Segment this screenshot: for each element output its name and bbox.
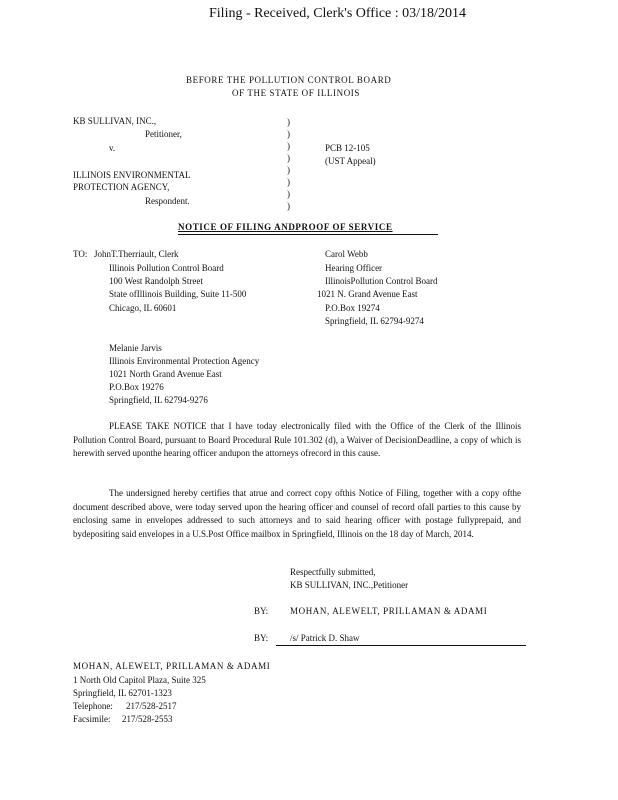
clerk-address-line: Illinois Pollution Control Board — [109, 263, 224, 273]
agency-address-line: Illinois Environmental Protection Agency — [109, 356, 260, 366]
case-number: PCB 12-105 — [325, 143, 370, 153]
petitioner-role: Petitioner, — [145, 129, 182, 139]
respondent-line2: PROTECTION AGENCY, — [73, 182, 170, 192]
agency-contact-name: Melanie Jarvis — [109, 343, 162, 353]
signing-party: KB SULLIVAN, INC.,Petitioner — [290, 580, 409, 590]
board-title-line1: BEFORE THE POLLUTION CONTROL BOARD — [186, 75, 392, 85]
caption-bracket: ) — [287, 117, 290, 127]
signature-line-text: /s/ Patrick D. Shaw — [290, 633, 360, 643]
caption-brackets — [287, 116, 290, 212]
caption-bracket: ) — [287, 177, 290, 187]
caption-bracket: ) — [287, 141, 290, 151]
facsimile-label: Facsimile: — [73, 714, 111, 724]
to-label: TO: — [73, 249, 88, 259]
notice-title-underline — [178, 234, 438, 235]
by-label: BY: — [254, 606, 269, 616]
filing-header: Filing - Received, Clerk's Office : 03/18/2014 — [209, 6, 466, 21]
agency-address-line: P.O.Box 19276 — [109, 382, 164, 392]
notice-paragraph: PLEASE TAKE NOTICE that I have today electronically filed with the Office of the Clerk of the Illinois Pollution Control Board, pursuant to Board Procedural Rule 101.302 (d), a Waiver of DecisionDeadline, a copy of which is herewith served uponthe hearing officer andupon the attorneys ofrecord in this cause. — [73, 421, 521, 458]
versus-label: v. — [109, 143, 116, 153]
caption-bracket: ) — [287, 189, 290, 199]
caption-bracket: ) — [287, 201, 290, 211]
hearing-officer-line: P.O.Box 19274 — [325, 303, 380, 313]
board-title-line2: OF THE STATE OF ILLINOIS — [232, 88, 361, 98]
facsimile-number: 217/528-2553 — [122, 714, 173, 724]
agency-address-line: Springfield, IL 62794-9276 — [109, 395, 208, 405]
certificate-paragraph: The undersigned hereby certifies that atrue and correct copy ofthis Notice of Filing, together with a copy ofthe document described above, were today served upon the hearing officer and counsel of record ofall parties to this cause by enclosing same in envelopes addressed to such attorneys and to said hearing officer with postage fullyprepaid, and bydepositing said envelopes in a U.S.Post Office mailbox in Springfield, Illinois on the 18 day of March, 2014. — [73, 488, 521, 539]
clerk-name: JohnT.Therriault, Clerk — [94, 249, 179, 259]
firm-address-line: 1 North Old Capitol Plaza, Suite 325 — [73, 675, 206, 685]
respondent-role: Respondent. — [145, 196, 190, 206]
by-label: BY: — [254, 633, 269, 643]
firm-block-name: MOHAN, ALEWELT, PRILLAMAN & ADAMI — [73, 661, 271, 671]
clerk-address-line: 100 West Randolph Street — [109, 276, 203, 286]
caption-bracket: ) — [287, 153, 290, 163]
hearing-officer-name: Carol Webb — [325, 249, 368, 259]
hearing-officer-line: Hearing Officer — [325, 263, 383, 273]
agency-address-line: 1021 North Grand Avenue East — [109, 369, 222, 379]
caption-bracket: ) — [287, 165, 290, 175]
clerk-address-line: State ofIllinois Building, Suite 11-500 — [109, 289, 247, 299]
clerk-address-line: Chicago, IL 60601 — [109, 303, 177, 313]
firm-address-line: Springfield, IL 62701-1323 — [73, 688, 172, 698]
notice-title: NOTICE OF FILING ANDPROOF OF SERVICE — [178, 222, 393, 232]
closing-text: Respectfully submitted, — [290, 567, 376, 577]
petitioner-name: KB SULLIVAN, INC., — [73, 116, 157, 126]
telephone-number: 217/528-2517 — [126, 701, 177, 711]
caption-bracket: ) — [287, 129, 290, 139]
respondent-line1: ILLINOIS ENVIRONMENTAL — [73, 170, 191, 180]
signature-line — [276, 645, 526, 646]
hearing-officer-line: Springfield, IL 62794-9274 — [325, 316, 424, 326]
case-type: (UST Appeal) — [325, 156, 376, 166]
firm-name: MOHAN, ALEWELT, PRILLAMAN & ADAMI — [290, 606, 488, 616]
hearing-officer-line: 1021 N. Grand Avenue East — [317, 289, 418, 299]
telephone-label: Telephone: — [73, 701, 113, 711]
hearing-officer-line: IllinoisPollution Control Board — [325, 276, 438, 286]
